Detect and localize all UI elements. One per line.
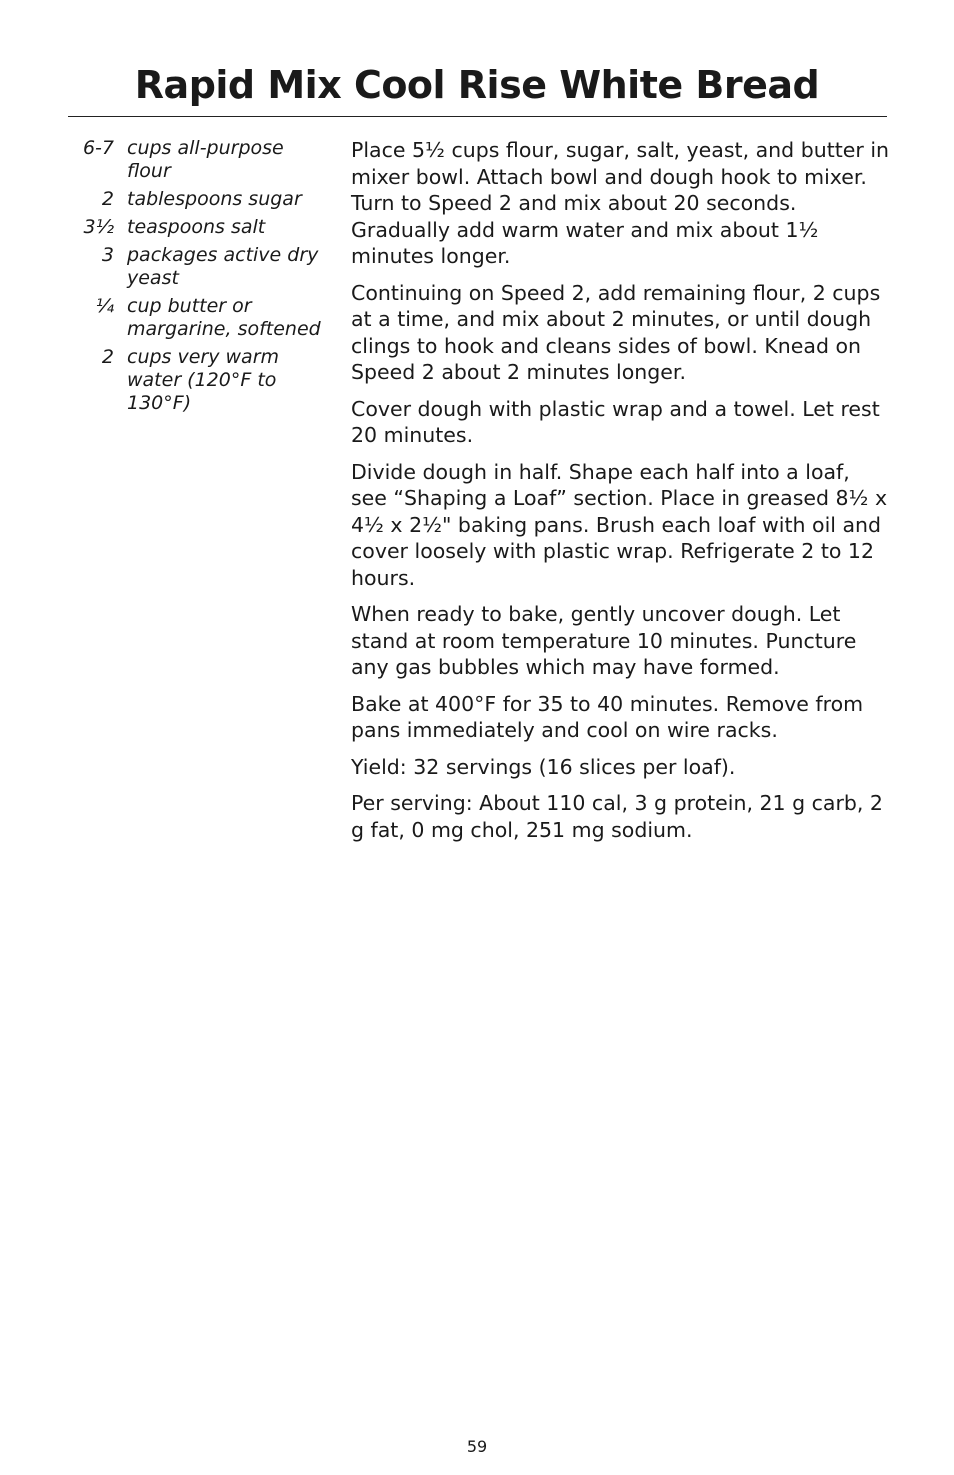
- method-step: Continuing on Speed 2, add remaining flour, 2 cups at a time, and mix about 2 minutes, or until dough clings to hook and cleans sides of bowl. Knead on Speed 2 about 2 minutes longer.: [351, 280, 881, 384]
- ingredient-item: [72, 137, 332, 183]
- method-step: Cover dough with plastic wrap and a towel. Let rest 20 minutes.: [351, 396, 880, 447]
- ingredient-quantity: 3½: [83, 216, 114, 238]
- nutrition-text: Per serving: About 110 cal, 3 g protein, 21 g carb, 2 g fat, 0 mg chol, 251 mg sodium.: [351, 791, 883, 842]
- page-number: 59: [466, 1437, 488, 1456]
- ingredient-quantity: 6-7: [82, 137, 114, 159]
- ingredient-quantity: ¼: [95, 295, 114, 317]
- ingredient-text: packages active dry yeast: [127, 244, 319, 289]
- ingredient-text: cups all-purpose flour: [127, 137, 284, 182]
- page-title: Rapid Mix Cool Rise White Bread: [134, 63, 820, 107]
- method-column: [351, 137, 891, 853]
- ingredient-text: teaspoons salt: [127, 216, 266, 238]
- ingredient-item: [72, 188, 332, 211]
- yield-text: Yield: 32 servings (16 slices per loaf).: [351, 754, 736, 779]
- method-step: Place 5½ cups flour, sugar, salt, yeast, and butter in mixer bowl. Attach bowl and dough hook to mixer. Turn to Speed 2 and mix about 20 seconds. Gradually add warm water and mix about 1½ minutes longer.: [351, 138, 890, 268]
- method-step: Bake at 400°F for 35 to 40 minutes. Remove from pans immediately and cool on wire racks.: [351, 691, 864, 742]
- ingredient-item: [72, 346, 332, 415]
- ingredient-quantity: 2: [101, 346, 114, 368]
- title-divider: [68, 116, 887, 117]
- method-step: Divide dough in half. Shape each half into a loaf, see “Shaping a Loaf” section. Place in greased 8½ x 4½ x 2½" baking pans. Brush each loaf with oil and cover loosely with plastic wrap. Refrigerate 2 to 12 hours.: [351, 459, 888, 590]
- ingredient-item: [72, 216, 332, 239]
- ingredient-quantity: 2: [101, 188, 114, 210]
- ingredient-item: [72, 295, 332, 341]
- ingredient-text: cup butter or margarine, softened: [127, 295, 321, 340]
- ingredient-text: cups very warm water (120°F to 130°F): [127, 346, 280, 414]
- ingredient-text: tablespoons sugar: [127, 188, 302, 210]
- ingredient-item: [72, 244, 332, 290]
- ingredient-quantity: 3: [101, 244, 114, 266]
- method-step: When ready to bake, gently uncover dough. Let stand at room temperature 10 minutes. Puncture any gas bubbles which may have formed.: [351, 602, 857, 679]
- ingredient-list: [72, 137, 332, 420]
